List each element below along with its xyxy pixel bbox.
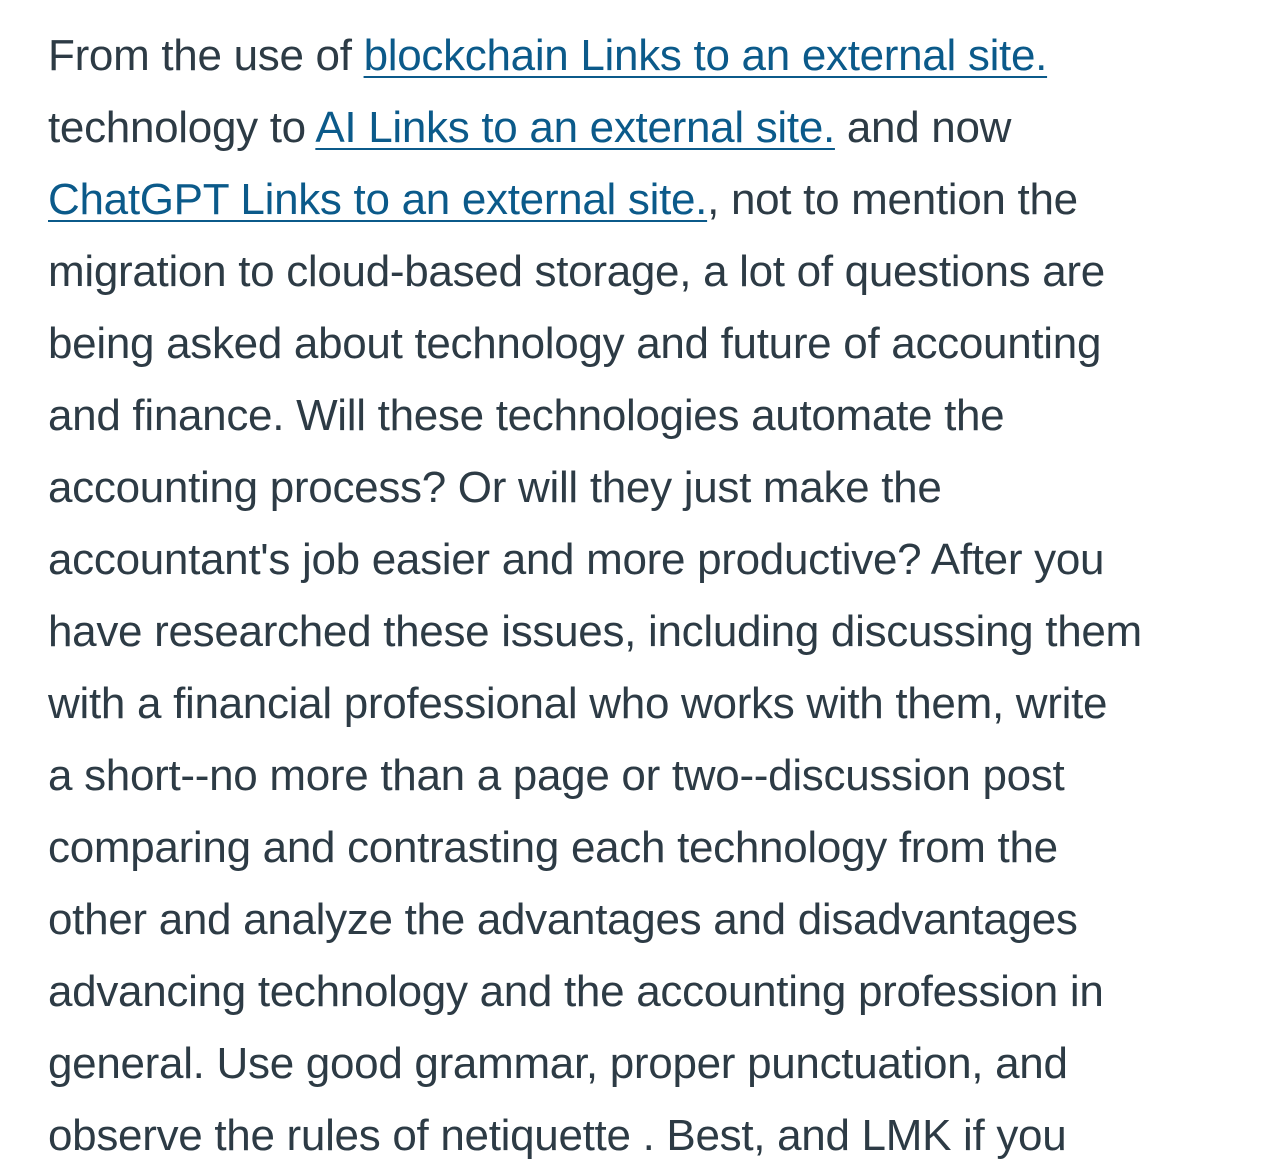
- line-3-text-after: , not to mention the: [707, 175, 1078, 224]
- text-line-4: migration to cloud-based storage, a lot of questions are: [48, 247, 1105, 296]
- text-line-1: [48, 20, 1238, 92]
- line-1-text: From the use of: [48, 31, 364, 80]
- text-line-7: accounting process? Or will they just make the: [48, 463, 942, 512]
- text-line-11: a short--no more than a page or two--discussion post: [48, 751, 1065, 800]
- ai-external-link[interactable]: AI Links to an external site.: [315, 103, 835, 152]
- discussion-prompt-text: [48, 20, 1238, 1172]
- text-line-13: other and analyze the advantages and disadvantages: [48, 895, 1078, 944]
- line-2-text: technology to: [48, 103, 316, 152]
- text-line-14: advancing technology and the accounting profession in: [48, 967, 1104, 1016]
- text-line-16: observe the rules of netiquette . Best, and LMK if you: [48, 1111, 1067, 1160]
- text-line-8: accountant's job easier and more productive? After you: [48, 535, 1105, 584]
- text-line-12: comparing and contrasting each technology from the: [48, 823, 1058, 872]
- text-line-10: with a financial professional who works with them, write: [48, 679, 1108, 728]
- line-2-text-after: and now: [834, 103, 1012, 152]
- chatgpt-external-link[interactable]: ChatGPT Links to an external site.: [48, 175, 708, 224]
- text-line-15: general. Use good grammar, proper punctuation, and: [48, 1039, 1068, 1088]
- text-line-6: and finance. Will these technologies automate the: [48, 391, 1005, 440]
- text-line-9: have researched these issues, including discussing them: [48, 607, 1142, 656]
- blockchain-external-link[interactable]: blockchain Links to an external site.: [363, 31, 1048, 80]
- text-line-3: [48, 164, 1238, 236]
- text-line-2: [48, 92, 1238, 164]
- text-line-5: being asked about technology and future of accounting: [48, 319, 1102, 368]
